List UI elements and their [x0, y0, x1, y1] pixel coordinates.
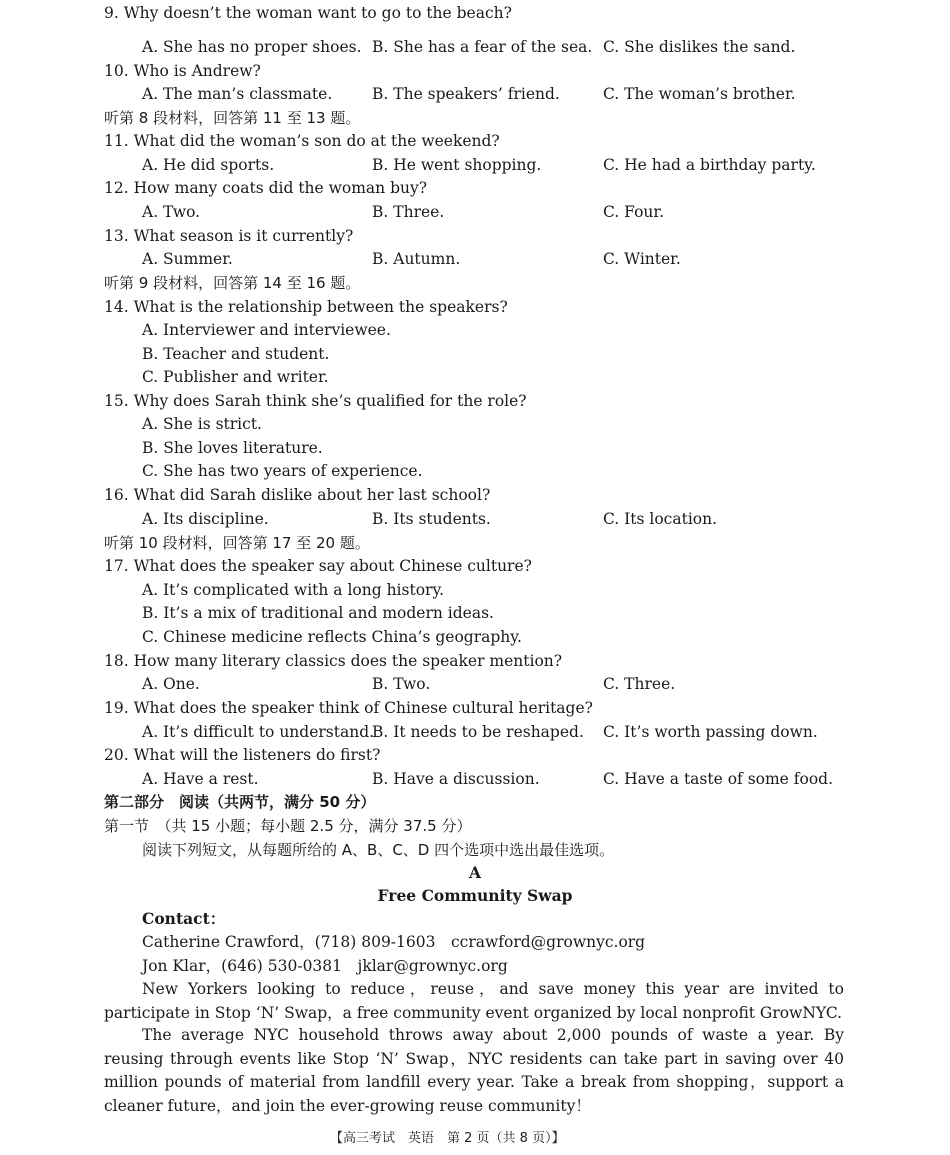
q10-option-b: B. The speakers’ friend. — [372, 85, 560, 103]
part-2-section-1-heading: 第一节 （共 15 小题；每小题 2.5 分，满分 37.5 分） — [104, 817, 472, 835]
passage-letter: A — [468, 863, 482, 882]
q15-option-b: B. She loves literature. — [142, 439, 323, 457]
q17-option-b: B. It’s a mix of traditional and modern ideas. — [142, 604, 494, 622]
q19-option-b: B. It needs to be reshaped. — [372, 723, 584, 741]
q13-option-c: C. Winter. — [603, 250, 681, 268]
part-2-heading: 第二部分 阅读（共两节，满分 50 分） — [104, 793, 376, 811]
question-11-stem: 11. What did the woman’s son do at the weekend? — [104, 132, 500, 150]
q13-option-b: B. Autumn. — [372, 250, 461, 268]
contact-line-2: Jon Klar，(646) 530-0381 jklar@grownyc.org — [142, 957, 508, 975]
q14-option-a: A. Interviewer and interviewee. — [142, 321, 391, 339]
section-10-heading: 听第 10 段材料，回答第 17 至 20 题。 — [104, 534, 370, 552]
question-10-stem: 10. Who is Andrew? — [104, 62, 261, 80]
section-8-heading: 听第 8 段材料，回答第 11 至 13 题。 — [104, 109, 361, 127]
q12-option-a: A. Two. — [142, 203, 201, 221]
reading-instruction: 阅读下列短文，从每题所给的 A、B、C、D 四个选项中选出最佳选项。 — [142, 841, 615, 859]
q17-option-c: C. Chinese medicine reflects China’s geography. — [142, 628, 522, 646]
contact-label: Contact： — [142, 909, 226, 928]
contact-line-1: Catherine Crawford，(718) 809-1603 ccrawford@grownyc.org — [142, 933, 646, 951]
q19-option-c: C. It’s worth passing down. — [603, 723, 818, 741]
question-14-stem: 14. What is the relationship between the speakers? — [104, 298, 508, 316]
q11-option-b: B. He went shopping. — [372, 156, 542, 174]
q20-option-c: C. Have a taste of some food. — [603, 770, 834, 788]
passage-title: Free Community Swap — [377, 886, 573, 905]
question-17-stem: 17. What does the speaker say about Chinese culture? — [104, 557, 532, 575]
q20-option-a: A. Have a rest. — [142, 770, 259, 788]
q16-option-b: B. Its students. — [372, 510, 491, 528]
q12-option-b: B. Three. — [372, 203, 445, 221]
section-9-heading: 听第 9 段材料，回答第 14 至 16 题。 — [104, 274, 361, 292]
question-18-stem: 18. How many literary classics does the speaker mention? — [104, 652, 563, 670]
q15-option-c: C. She has two years of experience. — [142, 462, 423, 480]
page-footer: 【高三考试 英语 第 2 页（共 8 页）】 — [330, 1131, 565, 1146]
q10-option-a: A. The man’s classmate. — [142, 85, 333, 103]
q9-option-c: C. She dislikes the sand. — [603, 38, 796, 56]
question-19-stem: 19. What does the speaker think of Chinese cultural heritage? — [104, 699, 593, 717]
question-20-stem: 20. What will the listeners do first? — [104, 746, 381, 764]
q16-option-a: A. Its discipline. — [142, 510, 269, 528]
question-12-stem: 12. How many coats did the woman buy? — [104, 179, 428, 197]
q16-option-c: C. Its location. — [603, 510, 718, 528]
q18-option-b: B. Two. — [372, 675, 431, 693]
question-13-stem: 13. What season is it currently? — [104, 227, 354, 245]
q18-option-c: C. Three. — [603, 675, 676, 693]
q17-option-a: A. It’s complicated with a long history. — [142, 581, 445, 599]
q10-option-c: C. The woman’s brother. — [603, 85, 796, 103]
q13-option-a: A. Summer. — [142, 250, 233, 268]
question-15-stem: 15. Why does Sarah think she’s qualified for the role? — [104, 392, 527, 410]
q15-option-a: A. She is strict. — [142, 415, 262, 433]
question-16-stem: 16. What did Sarah dislike about her last school? — [104, 486, 491, 504]
q9-option-a: A. She has no proper shoes. — [142, 38, 362, 56]
q11-option-c: C. He had a birthday party. — [603, 156, 816, 174]
q19-option-a: A. It’s difficult to understand. — [142, 723, 375, 741]
q20-option-b: B. Have a discussion. — [372, 770, 540, 788]
question-9-stem: 9. Why doesn’t the woman want to go to the beach? — [104, 4, 512, 22]
q11-option-a: A. He did sports. — [142, 156, 275, 174]
q12-option-c: C. Four. — [603, 203, 665, 221]
passage-paragraph-2: The average NYC household throws away about 2,000 pounds of waste a year. By reusing through events like Stop ‘N’ Swap，NYC residents can take part in saving over 40 million pounds of material from landfill every year. Take a break from shopping，support a cleaner future，and join the ever-growing reuse community！ — [104, 1026, 844, 1115]
q14-option-b: B. Teacher and student. — [142, 345, 330, 363]
q14-option-c: C. Publisher and writer. — [142, 368, 329, 386]
passage-paragraph-1: New Yorkers looking to reduce，reuse，and save money this year are invited to participate in Stop ‘N’ Swap，a free community event organized by local nonprofit GrowNYC. — [104, 980, 844, 1022]
q18-option-a: A. One. — [142, 675, 200, 693]
q9-option-b: B. She has a fear of the sea. — [372, 38, 593, 56]
